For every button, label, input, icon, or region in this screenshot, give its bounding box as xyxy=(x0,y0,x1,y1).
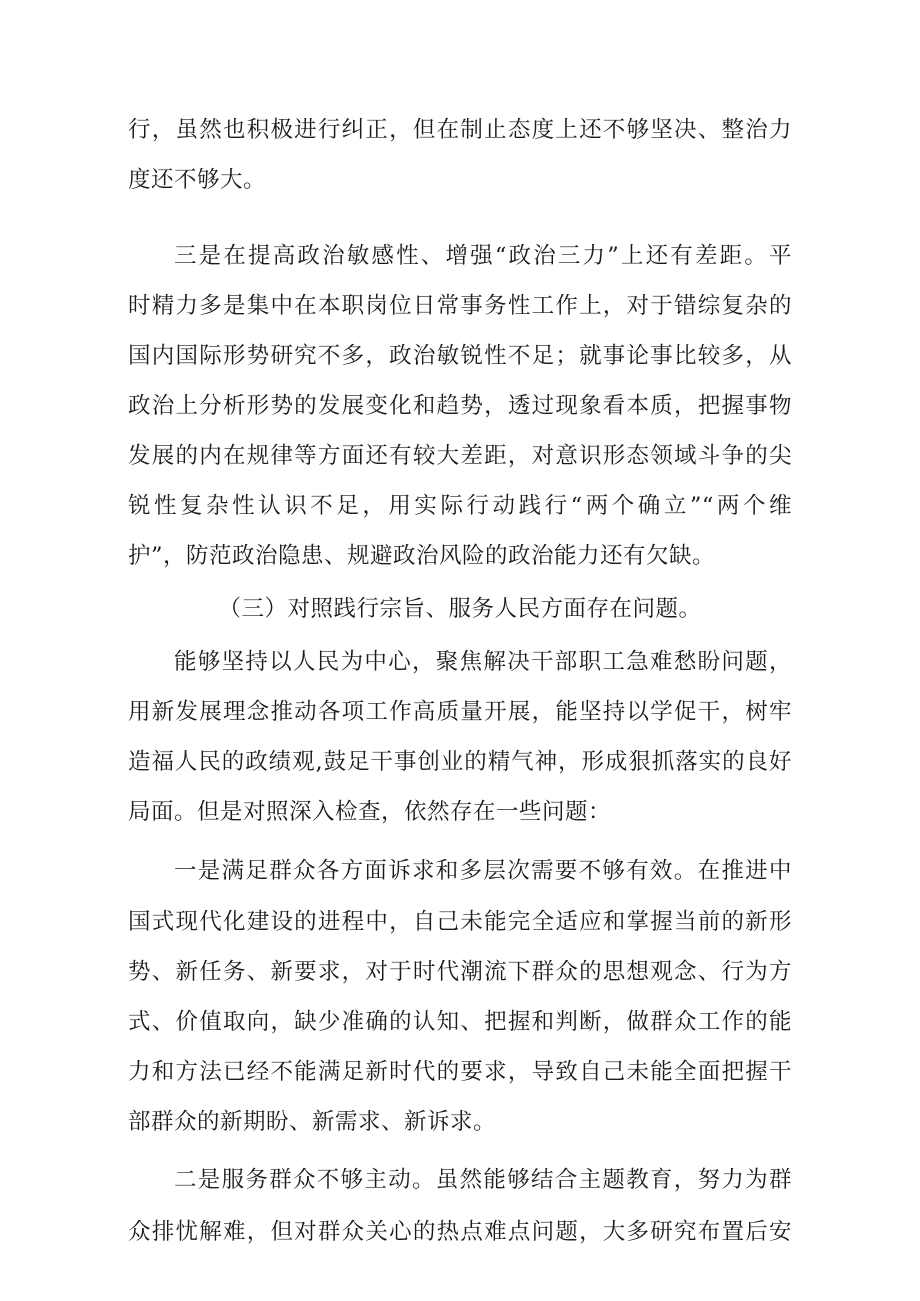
text-line: 用新发展理念推动各项工作高质量开展，能坚持以学促干，树牢 xyxy=(128,699,792,725)
text-line: 行，虽然也积极进行纠正，但在制止态度上还不够坚决、整治力 xyxy=(128,117,792,143)
text-line: 造福人民的政绩观,鼓足干事创业的精气神，形成狠抓落实的良好 xyxy=(128,749,792,775)
text-line: 势、新任务、新要求，对于时代潮流下群众的思想观念、行为方 xyxy=(128,959,792,985)
text-line: 发展的内在规律等方面还有较大差距，对意识形态领域斗争的尖 xyxy=(128,443,792,469)
paragraph-first-line: 二是服务群众不够主动。虽然能够结合主题教育，努力为群 xyxy=(174,1167,792,1193)
text-line: 局面。但是对照深入检查，依然存在一些问题： xyxy=(128,799,612,825)
text-line: 护”，防范政治隐患、规避政治风险的政治能力还有欠缺。 xyxy=(128,543,716,569)
text-line: 国内国际形势研究不多，政治敏锐性不足；就事论事比较多，从 xyxy=(128,343,792,369)
text-line: 众排忧解难，但对群众关心的热点难点问题，大多研究布置后安 xyxy=(128,1219,792,1245)
section-heading: （三）对照践行宗旨、服务人民方面存在问题。 xyxy=(218,596,702,622)
text-line: 国式现代化建设的进程中，自己未能完全适应和掌握当前的新形 xyxy=(128,909,792,935)
text-line: 度还不够大。 xyxy=(128,167,267,193)
paragraph-first-line: 三是在提高政治敏感性、增强“政治三力”上还有差距。平 xyxy=(174,243,792,269)
text-line: 式、价值取向，缺少准确的认知、把握和判断，做群众工作的能 xyxy=(128,1009,792,1035)
text-line: 力和方法已经不能满足新时代的要求，导致自己未能全面把握干 xyxy=(128,1059,792,1085)
paragraph-first-line: 一是满足群众各方面诉求和多层次需要不够有效。在推进中 xyxy=(174,858,792,884)
text-line: 时精力多是集中在本职岗位日常事务性工作上，对于错综复杂的 xyxy=(128,293,792,319)
text-line: 锐性复杂性认识不足，用实际行动践行“两个确立”“两个维 xyxy=(128,493,792,519)
paragraph-first-line: 能够坚持以人民为中心，聚焦解决干部职工急难愁盼问题， xyxy=(174,649,792,675)
text-line: 部群众的新期盼、新需求、新诉求。 xyxy=(128,1109,497,1135)
text-line: 政治上分析形势的发展变化和趋势，透过现象看本质，把握事物 xyxy=(128,393,792,419)
